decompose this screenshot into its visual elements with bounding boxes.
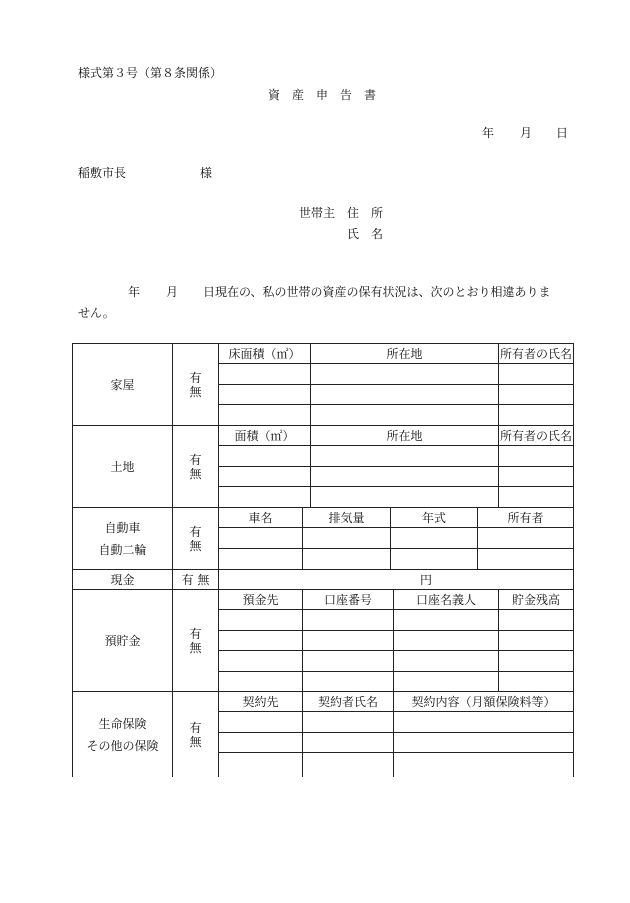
land-location-cell[interactable] bbox=[311, 487, 499, 508]
statement-month: 月 bbox=[166, 285, 179, 299]
deposit-header-account-holder: 口座名義人 bbox=[394, 590, 499, 610]
deposit-account-number-cell[interactable] bbox=[303, 610, 394, 631]
land-header-area: 面積（㎡） bbox=[219, 426, 311, 446]
cash-unit: 円 bbox=[420, 572, 433, 587]
land-category: 土地 bbox=[73, 426, 173, 508]
house-header-floor-area: 床面積（㎡） bbox=[219, 344, 311, 364]
deposit-bank-cell[interactable] bbox=[219, 651, 303, 672]
land-yes-no bbox=[173, 426, 219, 508]
vehicle-category bbox=[73, 508, 173, 570]
insurance-header-contract-details: 契約内容（月額保険料等） bbox=[394, 692, 574, 712]
house-no: 無 bbox=[189, 384, 202, 399]
statement-year: 年 bbox=[128, 285, 141, 299]
insurance-header-policyholder: 契約者氏名 bbox=[303, 692, 394, 712]
cash-amount-cell[interactable] bbox=[219, 570, 574, 590]
deposit-no: 無 bbox=[189, 640, 202, 655]
house-location-cell[interactable] bbox=[311, 405, 499, 426]
deposit-header-row bbox=[73, 590, 574, 610]
insurance-category-life: 生命保険 bbox=[98, 716, 147, 731]
statement-line2: せん。 bbox=[78, 306, 115, 320]
insurance-insurer-cell[interactable] bbox=[219, 753, 303, 778]
deposit-account-number-cell[interactable] bbox=[303, 631, 394, 651]
deposit-header-balance: 貯金残高 bbox=[499, 590, 574, 610]
vehicle-no: 無 bbox=[189, 538, 202, 553]
vehicle-name-cell[interactable] bbox=[219, 528, 303, 549]
deposit-bank-cell[interactable] bbox=[219, 610, 303, 631]
insurance-policyholder-cell[interactable] bbox=[303, 753, 394, 778]
land-area-cell[interactable] bbox=[219, 467, 311, 487]
land-owner-cell[interactable] bbox=[499, 467, 574, 487]
insurance-yes-no bbox=[173, 692, 219, 778]
insurance-contract-details-cell[interactable] bbox=[394, 753, 574, 778]
vehicle-model-year-cell[interactable] bbox=[391, 528, 478, 549]
land-location-cell[interactable] bbox=[311, 467, 499, 487]
vehicle-name-cell[interactable] bbox=[219, 549, 303, 570]
deposit-balance-cell[interactable] bbox=[499, 631, 574, 651]
insurance-policyholder-cell[interactable] bbox=[303, 733, 394, 753]
house-header-owner: 所有者の氏名 bbox=[499, 344, 574, 364]
deposit-yes: 有 bbox=[189, 626, 202, 641]
house-floor-area-cell[interactable] bbox=[219, 364, 311, 385]
vehicle-category-motorcycle: 自動二輪 bbox=[98, 542, 147, 557]
vehicle-category-car: 自動車 bbox=[104, 520, 141, 535]
name-label: 氏 名 bbox=[347, 227, 384, 241]
land-owner-cell[interactable] bbox=[499, 446, 574, 467]
asset-table bbox=[72, 343, 574, 777]
deposit-account-holder-cell[interactable] bbox=[394, 631, 499, 651]
house-floor-area-cell[interactable] bbox=[219, 405, 311, 426]
land-owner-cell[interactable] bbox=[499, 487, 574, 508]
vehicle-header-name: 車名 bbox=[219, 508, 303, 528]
insurance-no: 無 bbox=[189, 734, 202, 749]
deposit-yes-no bbox=[173, 590, 219, 692]
insurance-insurer-cell[interactable] bbox=[219, 733, 303, 753]
vehicle-header-owner: 所有者 bbox=[478, 508, 574, 528]
statement-line1: 日現在の、私の世帯の資産の保有状況は、次のとおり相違ありま bbox=[203, 285, 551, 299]
land-yes: 有 bbox=[189, 452, 202, 467]
insurance-contract-details-cell[interactable] bbox=[394, 733, 574, 753]
vehicle-yes: 有 bbox=[189, 524, 202, 539]
vehicle-header-displacement: 排気量 bbox=[303, 508, 391, 528]
insurance-policyholder-cell[interactable] bbox=[303, 712, 394, 733]
land-header-row bbox=[73, 426, 574, 446]
land-header-owner: 所有者の氏名 bbox=[499, 426, 574, 446]
vehicle-header-model-year: 年式 bbox=[391, 508, 478, 528]
house-floor-area-cell[interactable] bbox=[219, 385, 311, 405]
land-location-cell[interactable] bbox=[311, 446, 499, 467]
householder-label: 世帯主 bbox=[299, 206, 336, 220]
vehicle-displacement-cell[interactable] bbox=[303, 528, 391, 549]
house-owner-cell[interactable] bbox=[499, 364, 574, 385]
land-area-cell[interactable] bbox=[219, 446, 311, 467]
land-area-cell[interactable] bbox=[219, 487, 311, 508]
deposit-account-number-cell[interactable] bbox=[303, 651, 394, 672]
deposit-header-account-number: 口座番号 bbox=[303, 590, 394, 610]
deposit-header-bank: 預金先 bbox=[219, 590, 303, 610]
land-no: 無 bbox=[189, 466, 202, 481]
insurance-insurer-cell[interactable] bbox=[219, 712, 303, 733]
insurance-header-insurer: 契約先 bbox=[219, 692, 303, 712]
cash-yes-no: 有 無 bbox=[173, 570, 219, 590]
deposit-category: 預貯金 bbox=[73, 590, 173, 692]
house-header-row bbox=[73, 344, 574, 364]
vehicle-header-row bbox=[73, 508, 574, 528]
insurance-category-other: その他の保険 bbox=[86, 738, 159, 753]
vehicle-yes-no bbox=[173, 508, 219, 570]
house-yes: 有 bbox=[189, 370, 202, 385]
vehicle-owner-cell[interactable] bbox=[478, 549, 574, 570]
house-header-location: 所在地 bbox=[311, 344, 499, 364]
insurance-header-row bbox=[73, 692, 574, 712]
address-label: 住 所 bbox=[347, 206, 384, 220]
cash-category: 現金 bbox=[73, 570, 173, 590]
deposit-account-holder-cell[interactable] bbox=[394, 672, 499, 692]
form-number: 様式第３号（第８条関係） bbox=[78, 66, 223, 80]
house-owner-cell[interactable] bbox=[499, 385, 574, 405]
deposit-account-number-cell[interactable] bbox=[303, 672, 394, 692]
vehicle-owner-cell[interactable] bbox=[478, 528, 574, 549]
page-title: 資 産 申 告 書 bbox=[268, 88, 377, 102]
deposit-account-holder-cell[interactable] bbox=[394, 651, 499, 672]
house-location-cell[interactable] bbox=[311, 385, 499, 405]
addressee-name: 稲敷市長 bbox=[78, 166, 127, 180]
insurance-category bbox=[73, 692, 173, 778]
deposit-bank-cell[interactable] bbox=[219, 672, 303, 692]
date-month-label: 月 bbox=[520, 126, 533, 140]
deposit-bank-cell[interactable] bbox=[219, 631, 303, 651]
vehicle-displacement-cell[interactable] bbox=[303, 549, 391, 570]
deposit-balance-cell[interactable] bbox=[499, 610, 574, 631]
house-category: 家屋 bbox=[73, 344, 173, 426]
insurance-contract-details-cell[interactable] bbox=[394, 712, 574, 733]
land-header-location: 所在地 bbox=[311, 426, 499, 446]
date-year-label: 年 bbox=[482, 126, 495, 140]
cash-row bbox=[73, 570, 574, 590]
addressee-honorific: 様 bbox=[200, 166, 213, 180]
insurance-yes: 有 bbox=[189, 720, 202, 735]
vehicle-model-year-cell[interactable] bbox=[391, 549, 478, 570]
deposit-balance-cell[interactable] bbox=[499, 672, 574, 692]
deposit-balance-cell[interactable] bbox=[499, 651, 574, 672]
house-owner-cell[interactable] bbox=[499, 405, 574, 426]
house-yes-no bbox=[173, 344, 219, 426]
house-location-cell[interactable] bbox=[311, 364, 499, 385]
date-day-label: 日 bbox=[556, 126, 569, 140]
deposit-account-holder-cell[interactable] bbox=[394, 610, 499, 631]
